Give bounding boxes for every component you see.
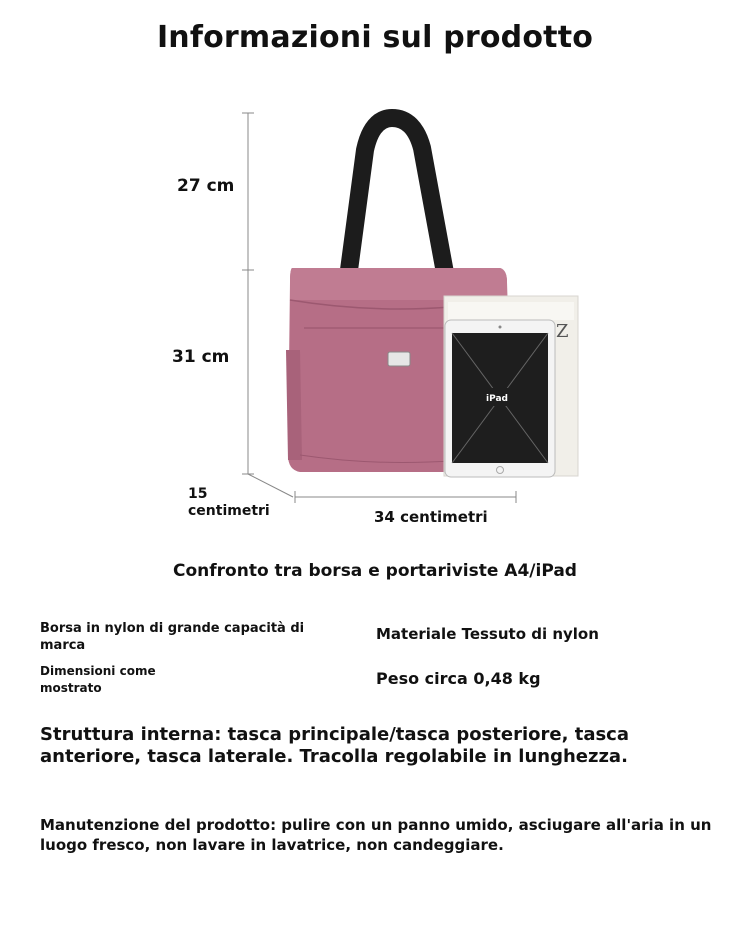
care-instructions-text: Manutenzione del prodotto: pulire con un panno umido, asciugare all'aria in un luogo fresco, non lavare in lavatrice, non candeggiare. [40, 816, 712, 854]
comparison-caption: Confronto tra borsa e portariviste A4/iPad [173, 561, 577, 581]
handle-height-label: 27 cm [177, 176, 235, 196]
spec-weight: Peso circa 0,48 kg [376, 669, 541, 688]
depth-label: 15 centimetri [188, 486, 270, 519]
ipad-label: iPad [486, 394, 508, 404]
spec-product-name: Borsa in nylon di grande capacità di marca [40, 621, 305, 653]
spec-material: Materiale Tessuto di nylon [376, 625, 599, 643]
bag-logo-plate [388, 352, 410, 366]
width-label: 34 centimetri [374, 508, 488, 526]
spec-size: Dimensioni come mostrato [40, 664, 156, 695]
bag-height-label: 31 cm [172, 347, 230, 367]
internal-structure-text: Struttura interna: tasca principale/tasca posteriore, tasca anteriore, tasca laterale. Tracolla regolabile in lunghezza. [40, 724, 629, 767]
svg-text:Z: Z [556, 321, 569, 342]
page-title: Informazioni sul prodotto [156, 20, 594, 55]
